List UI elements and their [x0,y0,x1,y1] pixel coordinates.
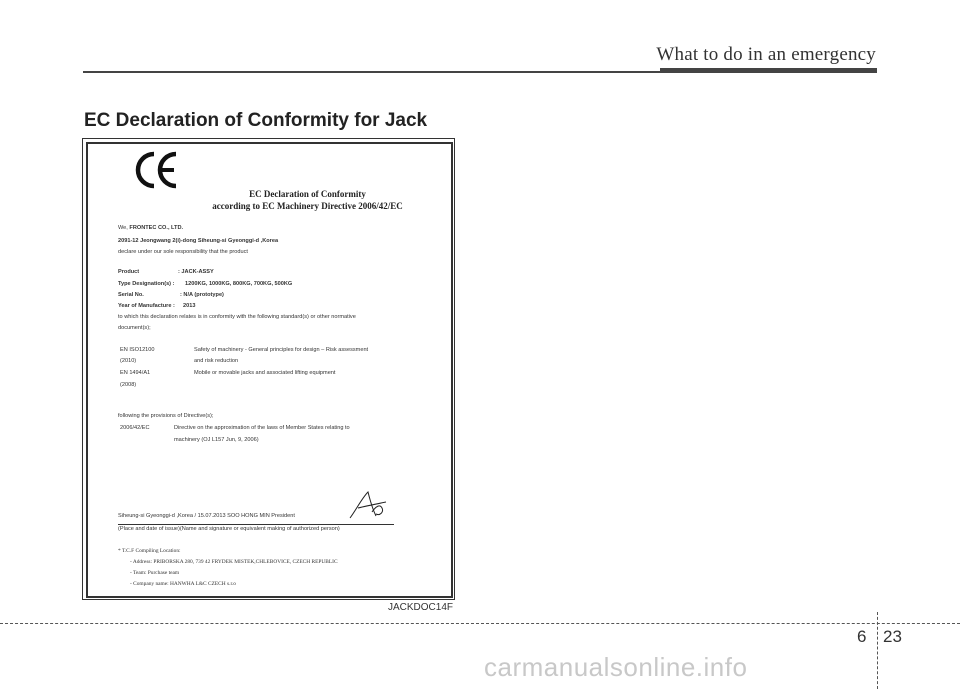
doc-title-line1: EC Declaration of Conformity [249,189,366,199]
page-number: 23 [883,627,902,646]
signature-image [346,488,392,522]
type-label: Type Designation(s) : [118,281,175,287]
standard-desc: and risk reduction [194,358,239,364]
tcf-team: - Team: Purchase team [130,570,180,576]
standard-code: (2010) [120,358,137,364]
company-name: FRONTEC CO., LTD. [129,225,184,231]
header-title: What to do in an emergency [656,44,876,65]
doc-title-line2: according to EC Machinery Directive 2006/42/EC [212,201,403,211]
conformity-line1: to which this declaration relates is in conformity with the following standard(s) or other normative [118,314,356,320]
standard-code: (2008) [120,382,137,388]
standard-desc: Mobile or movable jacks and associated lifting equipment [194,370,336,376]
year-value: 2013 [183,303,196,309]
tcf-address: - Address: PRIBORSKA 280, 739 42 FRYDEK MISTEK,CHLEBOVICE, CZECH REPUBLIC [130,559,338,565]
figure-caption: JACKDOC14F [388,602,454,613]
directive-code: 2006/42/EC [120,425,150,431]
tcf-company: - Company name: HANWHA L&C CZECH s.r.o [130,581,237,587]
footer-separator [877,612,878,689]
conformity-line2: document(s); [118,325,151,331]
signature-line: Siheung-si Gyeonggi-d ,Korea / 15.07.2013 SOO HONG MIN President [118,513,295,519]
serial-value: : N/A (prototype) [180,292,224,298]
directive-desc2: machinery (OJ L157 Jun, 9, 2006) [174,437,259,443]
we-prefix: We, [118,225,128,231]
declare-line: declare under our sole responsibility that the product [118,249,248,255]
signature-caption: (Place and date of issue)(Name and signature or equivalent making of authorized person) [118,526,340,532]
watermark: carmanualsonline.info [484,652,748,682]
standard-desc: Safety of machinery - General principles for design – Risk assessment [194,347,369,353]
product-value: : JACK-ASSY [178,269,214,275]
type-value: 1200KG, 1000KG, 800KG, 700KG, 500KG [185,281,293,287]
ce-mark-logo [134,150,180,190]
directive-desc1: Directive on the approximation of the laws of Member States relating to [174,425,350,431]
product-label: Product [118,269,140,275]
document-frame [86,142,453,598]
footer-rule [0,623,960,624]
standard-code: EN 1494/A1 [120,370,151,376]
standard-code: EN ISO12100 [120,347,155,353]
section-title: EC Declaration of Conformity for Jack [84,110,428,131]
header-rule-accent [660,68,877,72]
we-line [118,225,183,231]
year-label: Year of Manufacture : [118,303,175,309]
company-address: 2091-12 Jeongwang 2(i)-dong Siheung-si Gyeonggi-d ,Korea [118,238,279,244]
tcf-heading: * T.C.F Compiling Location: [118,548,181,554]
signature-underline [118,524,394,525]
chapter-number: 6 [857,627,867,646]
following-line: following the provisions of Directive(s); [118,413,214,419]
serial-label: Serial No. [118,292,144,298]
